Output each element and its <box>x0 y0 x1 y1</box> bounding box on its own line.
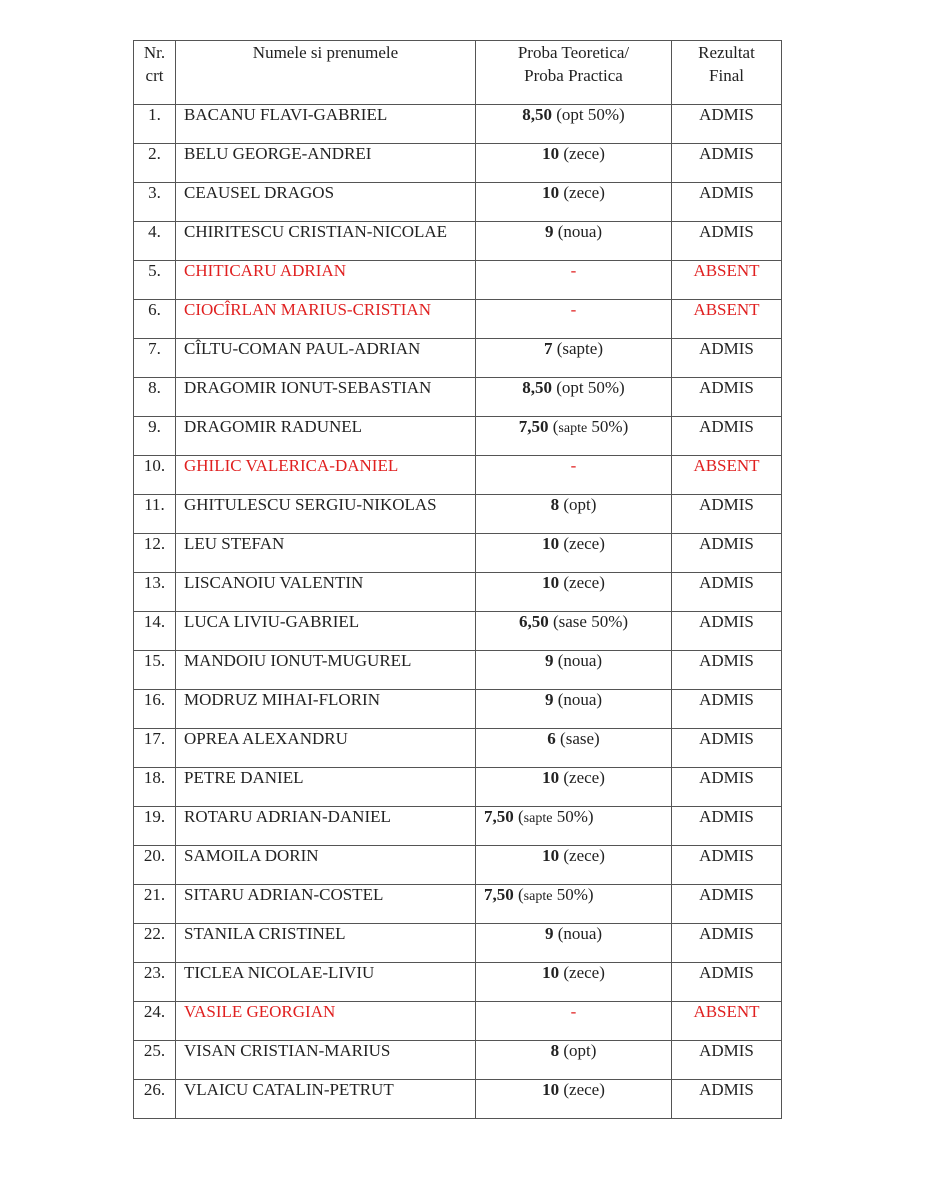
candidate-name: BELU GEORGE-ANDREI <box>176 144 476 183</box>
grade-value: 8 <box>550 495 560 514</box>
row-number: 22. <box>134 924 176 963</box>
grade-words: (zece) <box>559 534 605 553</box>
header-name: Numele si prenumele <box>176 41 476 105</box>
grade-cell <box>476 183 672 222</box>
candidate-name: LEU STEFAN <box>176 534 476 573</box>
result-status: ADMIS <box>672 924 782 963</box>
candidate-name: DRAGOMIR IONUT-SEBASTIAN <box>176 378 476 417</box>
result-status: ADMIS <box>672 105 782 144</box>
row-number: 21. <box>134 885 176 924</box>
grade-value: 9 <box>544 690 554 709</box>
candidate-name: SITARU ADRIAN-COSTEL <box>176 885 476 924</box>
grade-value: 8,50 <box>522 105 553 124</box>
result-status: ADMIS <box>672 339 782 378</box>
result-status: ADMIS <box>672 807 782 846</box>
header-nr-crt: Nr. crt <box>134 41 176 105</box>
row-number: 6. <box>134 300 176 339</box>
result-status: ADMIS <box>672 768 782 807</box>
grade-cell <box>476 495 672 534</box>
candidate-name: STANILA CRISTINEL <box>176 924 476 963</box>
grade-value: 10 <box>542 846 560 865</box>
grade-words: (zece) <box>559 1080 605 1099</box>
grade-value: 10 <box>542 768 560 787</box>
grade-words-small: sapte <box>523 811 553 826</box>
grade-words: (noua) <box>553 651 603 670</box>
grade-cell <box>476 807 672 846</box>
grade-value: 6,50 <box>518 612 549 631</box>
grade-cell <box>476 963 672 1002</box>
grade-words: (zece) <box>559 846 605 865</box>
row-number: 4. <box>134 222 176 261</box>
grade-words: (noua) <box>553 222 603 241</box>
grade-words: (zece) <box>559 768 605 787</box>
candidate-name: VISAN CRISTIAN-MARIUS <box>176 1041 476 1080</box>
row-number: 1. <box>134 105 176 144</box>
grade-value: 9 <box>544 924 554 943</box>
result-status: ADMIS <box>672 417 782 456</box>
row-number: 26. <box>134 1080 176 1119</box>
grade-words-open: ( <box>513 885 524 904</box>
table-row <box>134 651 782 690</box>
result-status: ADMIS <box>672 378 782 417</box>
grade-words-small: sapte <box>558 421 588 436</box>
grade-words: (sapte) <box>552 339 603 358</box>
row-number: 12. <box>134 534 176 573</box>
row-number: 5. <box>134 261 176 300</box>
grade-words: (sase) <box>555 729 600 748</box>
candidate-name: LUCA LIVIU-GABRIEL <box>176 612 476 651</box>
table-body <box>134 105 782 1119</box>
row-number: 16. <box>134 690 176 729</box>
row-number: 2. <box>134 144 176 183</box>
row-number: 3. <box>134 183 176 222</box>
grade-cell <box>476 378 672 417</box>
grade-value: 7,50 <box>484 885 514 904</box>
grade-cell <box>476 612 672 651</box>
result-status: ABSENT <box>672 1002 782 1041</box>
candidate-name: CEAUSEL DRAGOS <box>176 183 476 222</box>
candidate-name: CHITICARU ADRIAN <box>176 261 476 300</box>
grade-words: - <box>570 300 577 319</box>
table-row <box>134 261 782 300</box>
grade-words: (zece) <box>559 963 605 982</box>
grade-value: 10 <box>542 144 560 163</box>
results-table <box>133 40 782 1119</box>
table-row <box>134 378 782 417</box>
result-status: ADMIS <box>672 651 782 690</box>
result-status: ADMIS <box>672 690 782 729</box>
result-status: ADMIS <box>672 1080 782 1119</box>
grade-value: 9 <box>544 222 554 241</box>
row-number: 8. <box>134 378 176 417</box>
grade-value: 10 <box>542 963 560 982</box>
table-row <box>134 339 782 378</box>
result-status: ADMIS <box>672 534 782 573</box>
candidate-name: PETRE DANIEL <box>176 768 476 807</box>
row-number: 17. <box>134 729 176 768</box>
candidate-name: CIOCÎRLAN MARIUS-CRISTIAN <box>176 300 476 339</box>
grade-words-open: ( <box>513 807 524 826</box>
grade-cell <box>476 144 672 183</box>
grade-words: - <box>570 456 577 475</box>
grade-value: 9 <box>544 651 554 670</box>
grade-value: 8 <box>550 1041 560 1060</box>
result-status: ADMIS <box>672 729 782 768</box>
table-row <box>134 963 782 1002</box>
grade-value: 7,50 <box>518 417 549 436</box>
result-status: ADMIS <box>672 612 782 651</box>
table-row <box>134 1080 782 1119</box>
table-row <box>134 1041 782 1080</box>
grade-words: (opt) <box>559 495 597 514</box>
grade-value: 10 <box>542 534 560 553</box>
grade-cell <box>476 105 672 144</box>
table-row <box>134 612 782 651</box>
grade-words: (noua) <box>553 690 603 709</box>
table-row <box>134 144 782 183</box>
table-row <box>134 183 782 222</box>
row-number: 25. <box>134 1041 176 1080</box>
row-number: 24. <box>134 1002 176 1041</box>
result-status: ADMIS <box>672 495 782 534</box>
grade-cell <box>476 339 672 378</box>
grade-words: - <box>570 1002 577 1021</box>
candidate-name: DRAGOMIR RADUNEL <box>176 417 476 456</box>
grade-cell <box>476 1041 672 1080</box>
grade-cell <box>476 924 672 963</box>
header-proba: Proba Teoretica/ Proba Practica <box>476 41 672 105</box>
table-row <box>134 729 782 768</box>
table-row <box>134 534 782 573</box>
result-status: ADMIS <box>672 183 782 222</box>
table-row <box>134 807 782 846</box>
candidate-name: CHIRITESCU CRISTIAN-NICOLAE <box>176 222 476 261</box>
grade-cell <box>476 1080 672 1119</box>
grade-value: 7,50 <box>484 807 514 826</box>
grade-cell <box>476 573 672 612</box>
row-number: 10. <box>134 456 176 495</box>
grade-cell <box>476 222 672 261</box>
grade-words: (opt 50%) <box>552 378 625 397</box>
row-number: 7. <box>134 339 176 378</box>
grade-value: 8,50 <box>522 378 553 397</box>
table-row <box>134 300 782 339</box>
table-row <box>134 222 782 261</box>
row-number: 18. <box>134 768 176 807</box>
row-number: 19. <box>134 807 176 846</box>
result-status: ADMIS <box>672 573 782 612</box>
row-number: 9. <box>134 417 176 456</box>
grade-value: 10 <box>542 1080 560 1099</box>
grade-value: 10 <box>542 573 560 592</box>
candidate-name: VASILE GEORGIAN <box>176 1002 476 1041</box>
candidate-name: OPREA ALEXANDRU <box>176 729 476 768</box>
grade-words: (opt 50%) <box>552 105 625 124</box>
grade-words: (zece) <box>559 183 605 202</box>
grade-words: (zece) <box>559 573 605 592</box>
table-row <box>134 495 782 534</box>
header-rezultat: Rezultat Final <box>672 41 782 105</box>
grade-value: 6 <box>547 729 556 748</box>
table-row <box>134 1002 782 1041</box>
grade-cell <box>476 846 672 885</box>
grade-cell <box>476 885 672 924</box>
table-row <box>134 573 782 612</box>
candidate-name: CÎLTU-COMAN PAUL-ADRIAN <box>176 339 476 378</box>
grade-words-close: 50%) <box>587 417 629 436</box>
result-status: ABSENT <box>672 456 782 495</box>
grade-cell <box>476 1002 672 1041</box>
grade-words: (noua) <box>553 924 603 943</box>
grade-words: (opt) <box>559 1041 597 1060</box>
grade-cell <box>476 261 672 300</box>
result-status: ADMIS <box>672 885 782 924</box>
result-status: ADMIS <box>672 144 782 183</box>
result-status: ADMIS <box>672 846 782 885</box>
grade-words: (sase 50%) <box>548 612 629 631</box>
grade-cell <box>476 456 672 495</box>
table-row <box>134 885 782 924</box>
candidate-name: MANDOIU IONUT-MUGUREL <box>176 651 476 690</box>
candidate-name: GHITULESCU SERGIU-NIKOLAS <box>176 495 476 534</box>
row-number: 13. <box>134 573 176 612</box>
table-row <box>134 690 782 729</box>
grade-cell <box>476 300 672 339</box>
table-row <box>134 924 782 963</box>
result-status: ABSENT <box>672 300 782 339</box>
grade-cell <box>476 768 672 807</box>
grade-words-close: 50%) <box>552 885 594 904</box>
candidate-name: TICLEA NICOLAE-LIVIU <box>176 963 476 1002</box>
grade-words-small: sapte <box>523 889 553 904</box>
row-number: 23. <box>134 963 176 1002</box>
row-number: 11. <box>134 495 176 534</box>
grade-words-open: ( <box>548 417 559 436</box>
row-number: 15. <box>134 651 176 690</box>
table-row <box>134 846 782 885</box>
grade-cell <box>476 690 672 729</box>
candidate-name: VLAICU CATALIN-PETRUT <box>176 1080 476 1119</box>
table-header-row <box>134 41 782 105</box>
result-status: ADMIS <box>672 222 782 261</box>
grade-words: - <box>570 261 577 280</box>
grade-words-close: 50%) <box>552 807 594 826</box>
grade-words: (zece) <box>559 144 605 163</box>
candidate-name: LISCANOIU VALENTIN <box>176 573 476 612</box>
candidate-name: BACANU FLAVI-GABRIEL <box>176 105 476 144</box>
table-row <box>134 456 782 495</box>
grade-cell <box>476 534 672 573</box>
grade-value: 7 <box>543 339 553 358</box>
grade-value: 10 <box>542 183 560 202</box>
grade-cell <box>476 651 672 690</box>
result-status: ADMIS <box>672 963 782 1002</box>
grade-cell <box>476 729 672 768</box>
grade-cell <box>476 417 672 456</box>
row-number: 20. <box>134 846 176 885</box>
table-row <box>134 768 782 807</box>
result-status: ADMIS <box>672 1041 782 1080</box>
result-status: ABSENT <box>672 261 782 300</box>
table-row <box>134 417 782 456</box>
table-row <box>134 105 782 144</box>
candidate-name: MODRUZ MIHAI-FLORIN <box>176 690 476 729</box>
row-number: 14. <box>134 612 176 651</box>
candidate-name: GHILIC VALERICA-DANIEL <box>176 456 476 495</box>
candidate-name: ROTARU ADRIAN-DANIEL <box>176 807 476 846</box>
candidate-name: SAMOILA DORIN <box>176 846 476 885</box>
